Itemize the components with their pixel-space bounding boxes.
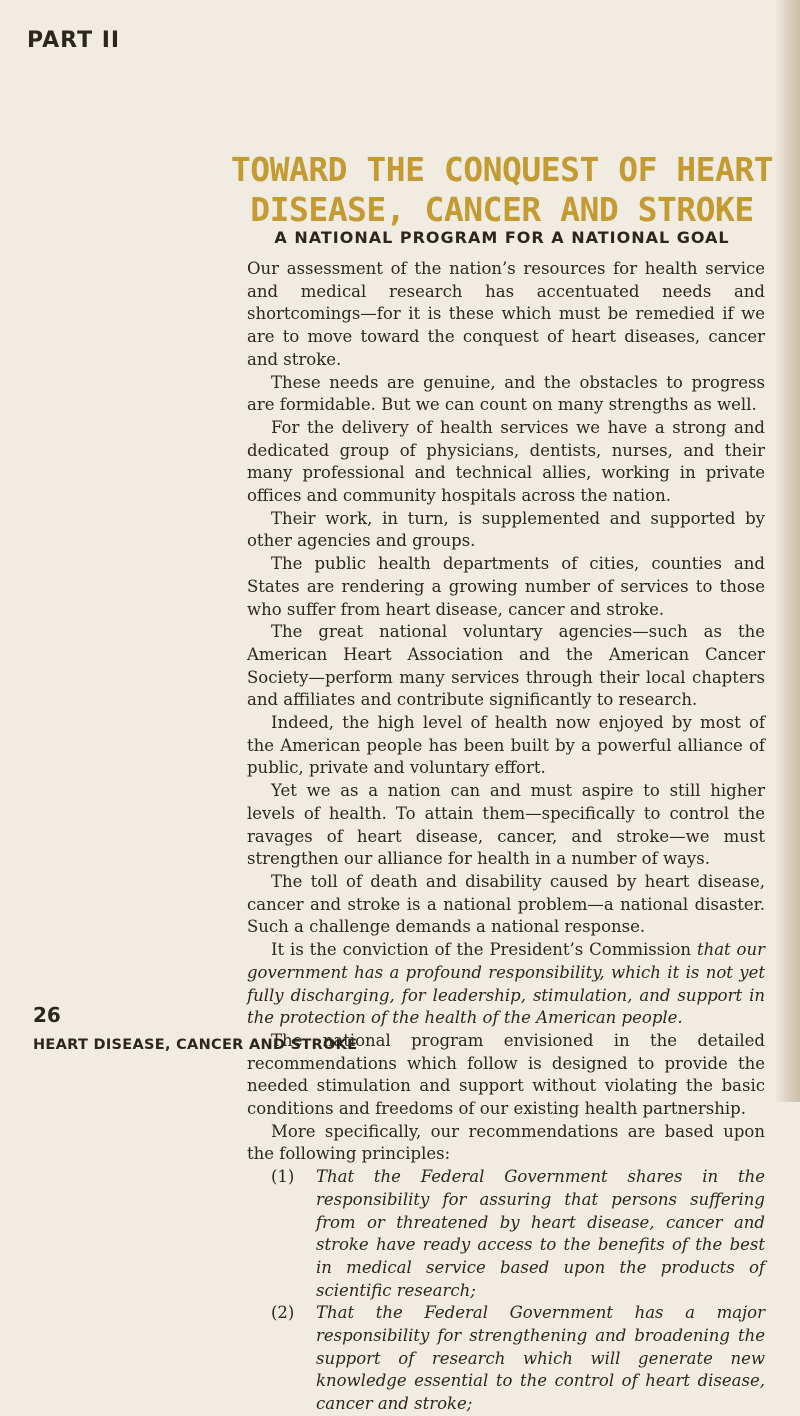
conviction-emphasis: that our government has a profound responsibility, which it is not yet fully discharging, for leadership, stimulation, and support in the protection of the health of the American people. bbox=[247, 940, 766, 1028]
chapter-title bbox=[222, 150, 782, 230]
paragraph: These needs are genuine, and the obstacles to progress are formidable. But we can count on many strengths as well. bbox=[247, 372, 765, 415]
paragraph: The great national voluntary agencies—such as the American Heart Association and the American Cancer Society—perform many services through their local chapters and affiliates and contribute significantly to research. bbox=[247, 622, 765, 710]
body-text bbox=[247, 258, 765, 1416]
paragraph: The toll of death and disability caused by heart disease, cancer and stroke is a national problem—a national disaster. Such a challenge demands a national response. bbox=[247, 871, 765, 937]
paragraph: Indeed, the high level of health now enjoyed by most of the American people has been built by a powerful alliance of public, private and voluntary effort. bbox=[247, 713, 765, 778]
conviction-paragraph bbox=[247, 939, 765, 1030]
principles-list bbox=[247, 1166, 765, 1416]
principle-text: That the Federal Government shares in the responsibility for assuring that persons suffering from or threatened by heart disease, cancer and stroke have ready access to the benefits of the best in medical service based upon the products of scientific research; bbox=[316, 1167, 765, 1300]
principle-number: (1) bbox=[271, 1167, 295, 1187]
paragraph: Our assessment of the nation’s resources for health service and medical research has accentuated needs and shortcomings—for it is these which must be remedied if we are to move toward the conquest of heart diseases, cancer and stroke. bbox=[247, 259, 765, 369]
principle-item bbox=[271, 1302, 765, 1416]
paragraph: The public health departments of cities, counties and States are rendering a growing number of services to those who suffer from heart disease, cancer and stroke. bbox=[247, 554, 765, 619]
running-title: HEART DISEASE, CANCER AND STROKE bbox=[33, 1037, 358, 1053]
part-label: PART II bbox=[27, 28, 121, 53]
paragraph: More specifically, our recommendations are based upon the following principles: bbox=[247, 1121, 765, 1164]
paragraph: Yet we as a nation can and must aspire to still higher levels of health. To attain them—specifically to control the ravages of heart disease, cancer, and stroke—we must strengthen our alliance for health in a number of ways. bbox=[247, 781, 765, 869]
principle-text: That the Federal Government has a major responsibility for strengthening and broadening the support of research which will generate new knowledge essential to the control of heart disease, cancer and stroke; bbox=[316, 1303, 765, 1414]
principle-number: (2) bbox=[271, 1303, 295, 1323]
paragraph: For the delivery of health services we have a strong and dedicated group of physicians, dentists, nurses, and their many professional and technical allies, working in private offices and community hospitals across the nation. bbox=[247, 417, 765, 506]
chapter-subtitle: A NATIONAL PROGRAM FOR A NATIONAL GOAL bbox=[274, 228, 730, 247]
principle-item bbox=[271, 1166, 765, 1302]
paragraph: Their work, in turn, is supplemented and supported by other agencies and groups. bbox=[247, 508, 765, 551]
chapter-title-line-2: DISEASE, CANCER AND STROKE bbox=[250, 190, 754, 229]
conviction-lead: It is the conviction of the President’s Commission bbox=[271, 940, 697, 960]
paragraph: The national program envisioned in the detailed recommendations which follow is designed to provide the needed stimulation and support without violating the basic conditions and freedoms of our existing health partnership. bbox=[247, 1030, 765, 1119]
page-number: 26 bbox=[33, 1003, 61, 1027]
chapter-title-line-1: TOWARD THE CONQUEST OF HEART bbox=[230, 150, 774, 189]
